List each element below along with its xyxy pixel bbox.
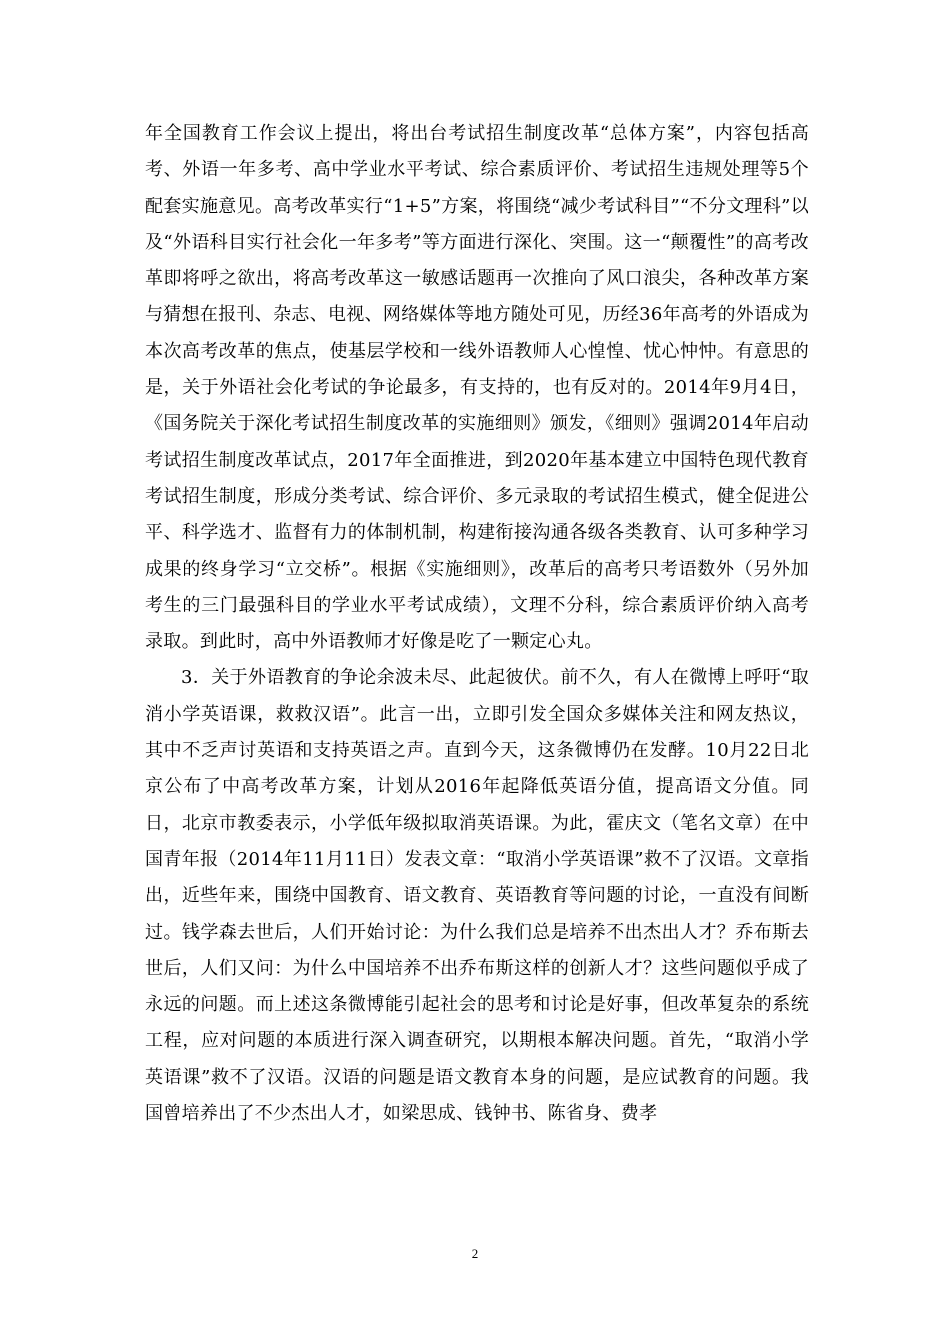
document-body [145, 116, 809, 1132]
page-number: 2 [471, 1246, 479, 1261]
paragraph-point-3: 3．关于外语教育的争论余波未尽、此起彼伏。前不久，有人在微博上呼吁“取消小学英语课，救救汉语”。此言一出，立即引发全国众多媒体关注和网友热议，其中不乏声讨英语和支持英语之声。直到今天，这条微博仍在发酵。10月22日北京公布了中高考改革方案，计划从2016年起降低英语分值，提高语文分值。同日，北京市教委表示，小学低年级拟取消英语课。为此，霍庆文（笔名文章）在中国青年报（2014年11月11日）发表文章：“取消小学英语课”救不了汉语。文章指出，近些年来，围绕中国教育、语文教育、英语教育等问题的讨论，一直没有间断过。钱学森去世后，人们开始讨论：为什么我们总是培养不出杰出人才？乔布斯去世后，人们又问：为什么中国培养不出乔布斯这样的创新人才？这些问题似乎成了永远的问题。而上述这条微博能引起社会的思考和讨论是好事，但改革复杂的系统工程，应对问题的本质进行深入调查研究，以期根本解决问题。首先，“取消小学英语课”救不了汉语。汉语的问题是语文教育本身的问题，是应试教育的问题。我国曾培养出了不少杰出人才，如梁思成、钱钟书、陈省身、费孝 [145, 667, 809, 1125]
paragraph-continued: 年全国教育工作会议上提出，将出台考试招生制度改革“总体方案”，内容包括高考、外语一年多考、高中学业水平考试、综合素质评价、考试招生违规处理等5个配套实施意见。高考改革实行“1+5”方案，将围绕“减少考试科目”“不分文理科”以及“外语科目实行社会化一年多考”等方面进行深化、突围。这一“颠覆性”的高考改革即将呼之欲出，将高考改革这一敏感话题再一次推向了风口浪尖，各种改革方案与猜想在报刊、杂志、电视、网络媒体等地方随处可见，历经36年高考的外语成为本次高考改革的焦点，使基层学校和一线外语教师人心惶惶、忧心忡忡。有意思的是，关于外语社会化考试的争论最多，有支持的，也有反对的。2014年9月4日，《国务院关于深化考试招生制度改革的实施细则》颁发，《细则》强调2014年启动考试招生制度改革试点，2017年全面推进，到2020年基本建立中国特色现代教育考试招生制度，形成分类考试、综合评价、多元录取的考试招生模式，健全促进公平、科学选才、监督有力的体制机制，构建衔接沟通各级各类教育、认可多种学习成果的终身学习“立交桥”。根据《实施细则》，改革后的高考只考语数外（另外加考生的三门最强科目的学业水平考试成绩），文理不分科，综合素质评价纳入高考录取。到此时，高中外语教师才好像是吃了一颗定心丸。 [145, 123, 810, 653]
